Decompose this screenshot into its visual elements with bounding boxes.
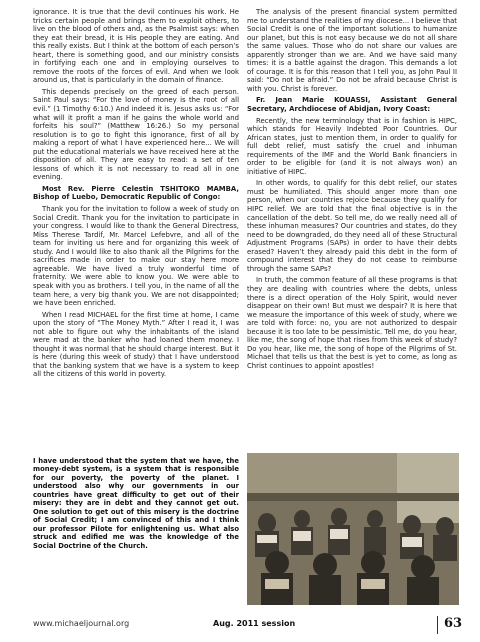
page-footer [0, 616, 480, 636]
paragraph: Thank you for the invitation to follow a week of study on Social Credit. Thank you for the invitation to participate in your congress. I would like to thank the General Directress, Miss Therese Tardif, Mr. Marcel Lefebvre, and all of the team for inviting us here and for organizing this week of study. And I would like to also thank all the Pilgrims for the sacrifices made in order to make our stay here more agreeable. We have lived a truly wonderful time of fraternity. We were able to know you. We were able to speak with you as brothers. I tell you, in the name of all the team here, a very big thank you. We are not disappointed; we have been enriched. [33, 205, 239, 308]
paragraph: Recently, the new terminology that is in fashion is HIPC, which stands for Heavily Indebted Poor Countries. Our African states, just to mention them, in order to qualify for full debt relief, must satisfy the cruel and inhuman requirements of the IMF and the World Bank financiers in order to be eligible for (and it is not always won) an initiative of HIPC. [247, 116, 457, 176]
page-number: 63 [444, 616, 463, 631]
paragraph: When I read MICHAEL for the first time at home, I came upon the story of “The Money Myth.” After I read it, I was not able to figure out why the inhabitants of the island were mad at the banker who had loaned them money. I thought it was normal that he should charge interest. But it is here (during this week of study) that I have understood that the banking system that we have is a system to keep all the citizens of this world in poverty. [33, 310, 239, 379]
highlighted-quote: I have understood that the system that we have, the money-debt system, is a system that is responsible for our poverty, the poverty of the planet. I understood also why our governments in our countries have great difficulty to get out of their misery: they are in debt and they cannot get out. One solution to get out of this misery is the doctrine of Social Credit; I am convinced of this and I think our professor Pilote for enlightening us. What also struck and edified me was the knowledge of the Social Doctrine of the Church. [33, 457, 239, 550]
right-column [247, 8, 457, 373]
paragraph: The analysis of the present financial system permitted me to understand the realities of my diocese... I believe that Social Credit is one of the important solutions to humanize our planet, but this is not easy because we do not all share the same values. Those who do not share our values are apparently stronger than we are. And we have said many times: it is a battle against the dragon. This demands a lot of courage. It is for this reason that I tell you, as John Paul II said: “Do not be afraid.” Do not be afraid because Christ is with you. Christ is forever. [247, 8, 457, 93]
left-column [33, 8, 239, 382]
conference-photo [247, 453, 459, 605]
paragraph: In other words, to qualify for this debt relief, our states must be humiliated. This should anger more than one person, when our countries rejoice because they qualify for HIPC relief. We are told that the final objective is in the cancellation of the debt. So tell me, do we really need all of these inhuman measures? Our countries and states, do they need to be downgraded, do they need all of these Structural Adjustment Programs (SAPs) in order to have their debts erased? Haven’t they already paid this debt in the form of compound interest that they do not cease to reimburse through the same SAPs? [247, 179, 457, 273]
paragraph: In truth, the common feature of all these programs is that they are dealing with countries where the debts, unless there is a direct operation of the Holy Spirit, would never disappear on their own! But must we despair? It is here that we measure the importance of this week of study, where we are told with force: no, you are not authorized to despair because it is too late to be pessimistic. Tell me, do you hear, like me, the song of hope that rises from this week of study? Do you hear, like me, the song of hope of the Pilgrims of St. Michael that tells us that the best is yet to come, as long as Christ continues to appoint apostles! [247, 276, 457, 370]
paragraph: ignorance. It is true that the devil continues his work. He tricks certain people and brings them to exploit others, to live on the blood of others and, as the Psalmist says: when they eat their bread, it is His people they are eating. And this really exists. But I think at the bottom of each person’s heart, there is something good, and our ministry consists in fortifying each one and in employing ourselves to remove the roots of the forces of evil. And when we look around us, that is particularly in the domain of finance. [33, 8, 239, 85]
issue-date: Aug. 2011 session [213, 619, 296, 628]
website-url[interactable]: www.michaeljournal.org [33, 619, 130, 628]
speaker-heading: Most Rev. Pierre Celestin TSHITOKO MAMBA, Bishop of Luebo, Democratic Republic of Congo: [33, 184, 239, 202]
audience-photo-illustration [247, 453, 459, 605]
paragraph: This depends precisely on the greed of each person. Saint Paul says: “For the love of money is the root of all evil.” (1 Timothy 6:10.) And indeed it is. Jesus asks us: “For what will it profit a man if he gains the whole world and forfeits his soul?” (Matthew 16:26.) So my personal resolution is to go to fight this ignorance, first of all by making a report of what I have experienced here... We will put the educational materials we have received here at the disposition of all. They are easy to read: a set of ten lessons of which it is not necessary to read all in one evening. [33, 87, 239, 182]
footer-divider [437, 616, 438, 634]
speaker-heading: Fr. Jean Marie KOUASSI, Assistant General Secretary, Archdiocese of Abidjan, Ivory Coast: [247, 96, 457, 114]
